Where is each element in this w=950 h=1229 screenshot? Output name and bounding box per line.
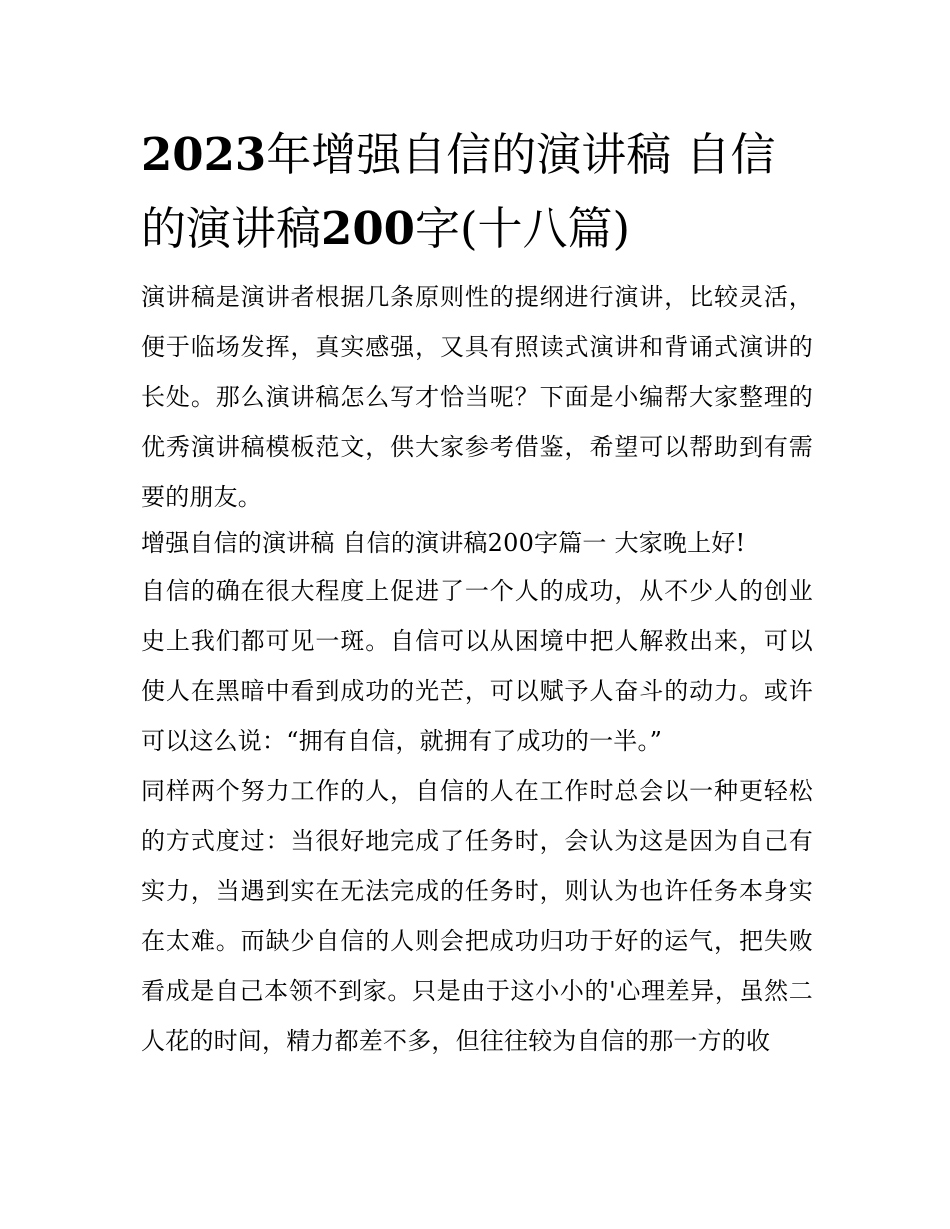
intro-paragraph: 演讲稿是演讲者根据几条原则性的提纲进行演讲，比较灵活，便于临场发挥，真实感强，又具有照读式演讲和背诵式演讲的长处。那么演讲稿怎么写才恰当呢？下面是小编帮大家整理的优秀演讲稿模板范文，供大家参考借鉴，希望可以帮助到有需要的朋友。 — [141, 283, 813, 511]
title-text-2: 字(十八篇) — [414, 202, 631, 255]
title-number: 200 — [321, 202, 415, 255]
body-paragraph-1: 自信的确在很大程度上促进了一个人的成功，从不少人的创业史上我们都可见一斑。自信可以从困境中把人解救出来，可以使人在黑暗中看到成功的光芒，可以赋予人奋斗的动力。或许可以这么说：“拥有自信，就拥有了成功的一半。” — [141, 577, 813, 755]
document-title — [141, 118, 813, 266]
body-paragraph-2: 同样两个努力工作的人，自信的人在工作时总会以一种更轻松的方式度过：当很好地完成了任务时，会认为这是因为自己有实力，当遇到实在无法完成的任务时，则认为也许任务本身实在太难。而缺少自信的人则会把成功归功于好的运气，把失败看成是自己本领不到家。只是由于这小小的'心理差异，虽然二人花的时间，精力都差不多，但往往较为自信的那一方的收 — [141, 777, 813, 1055]
title-text-1: 年增强自信的演讲稿 自信的演讲稿 — [141, 128, 776, 255]
section-heading: 增强自信的演讲稿 自信的演讲稿200字篇一 大家晚上好! — [141, 529, 746, 557]
title-year: 2023 — [141, 128, 267, 181]
document-content — [141, 118, 813, 1066]
